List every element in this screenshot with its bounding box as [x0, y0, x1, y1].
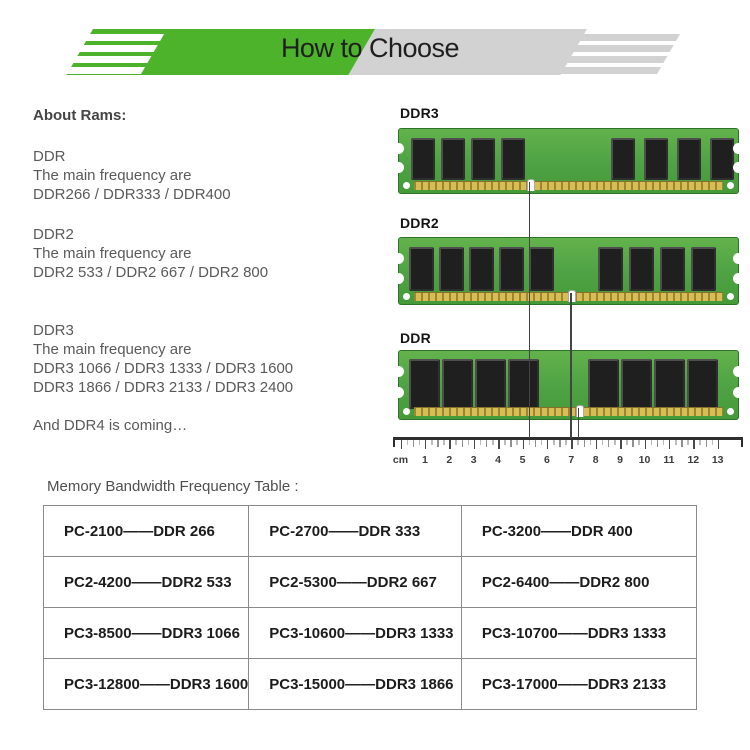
ruler-tick-minor — [699, 440, 701, 445]
mounting-hole — [727, 182, 734, 189]
banner-stripe-left — [19, 67, 145, 74]
banner-stripe-right — [551, 67, 661, 74]
mounting-hole — [403, 408, 410, 415]
ruler-number: 6 — [543, 454, 550, 466]
ruler-number: 4 — [495, 454, 502, 466]
about-section-ddr2 — [33, 225, 268, 282]
memory-chip — [409, 359, 440, 409]
banner-stripe-right — [564, 45, 674, 52]
ruler-tick-minor — [462, 440, 464, 447]
ruler-end-cap — [741, 437, 743, 447]
module-label-ddr: DDR — [400, 330, 431, 346]
memory-chip — [409, 247, 434, 291]
memory-chip — [439, 247, 464, 291]
ruler-tick-major — [547, 440, 549, 449]
memory-chip — [501, 138, 525, 180]
ruler-tick-minor — [657, 440, 659, 447]
cm-ruler — [393, 437, 743, 469]
ruler-tick-minor — [553, 440, 555, 445]
gold-contacts — [414, 181, 723, 190]
ruler-tick-minor — [492, 440, 494, 445]
section-line: DDR3 1066 / DDR3 1333 / DDR3 1600 — [33, 360, 294, 377]
memory-chip — [598, 247, 623, 291]
edge-notch — [393, 366, 404, 377]
freq-cell: PC3-17000——DDR3 2133 — [461, 659, 696, 710]
notch-pointer-line — [578, 408, 580, 438]
ruler-tick-minor — [602, 440, 604, 445]
ram-module-ddr — [398, 350, 739, 420]
ruler-tick-minor — [535, 440, 537, 447]
ruler-tick-minor — [590, 440, 592, 445]
ruler-tick-major — [620, 440, 622, 449]
edge-notch — [733, 253, 744, 264]
mounting-hole — [727, 408, 734, 415]
edge-notch — [393, 253, 404, 264]
ruler-tick-minor — [638, 440, 640, 445]
memory-chip — [475, 359, 506, 409]
edge-notch — [393, 273, 404, 284]
ruler-tick-major — [523, 440, 525, 449]
ruler-tick-minor — [510, 440, 512, 447]
table-caption: Memory Bandwidth Frequency Table : — [47, 478, 299, 495]
ruler-tick-major — [401, 440, 403, 449]
edge-notch — [733, 366, 744, 377]
ruler-tick-minor — [486, 440, 488, 447]
section-name: DDR2 — [33, 226, 74, 243]
ruler-tick-minor — [565, 440, 567, 445]
freq-cell: PC2-5300——DDR2 667 — [249, 557, 462, 608]
freq-cell: PC3-12800——DDR3 1600 — [44, 659, 249, 710]
ruler-bar — [393, 437, 743, 440]
ruler-tick-major — [498, 440, 500, 449]
ruler-number: 5 — [519, 454, 526, 466]
edge-notch — [393, 162, 404, 173]
ram-module-ddr2 — [398, 237, 739, 305]
ruler-tick-minor — [608, 440, 610, 447]
freq-cell: PC3-10700——DDR3 1333 — [461, 608, 696, 659]
memory-chip — [471, 138, 495, 180]
ruler-tick-minor — [577, 440, 579, 445]
ruler-number: 10 — [638, 454, 651, 466]
memory-chip — [654, 359, 685, 409]
edge-notch — [733, 387, 744, 398]
freq-cell: PC-3200——DDR 400 — [461, 506, 696, 557]
freq-cell: PC3-10600——DDR3 1333 — [249, 608, 462, 659]
ruler-tick-minor — [443, 440, 445, 445]
table-row — [44, 659, 697, 710]
memory-chip — [710, 138, 734, 180]
module-label-ddr2: DDR2 — [400, 215, 439, 231]
memory-chip — [529, 247, 554, 291]
banner-stripe-left — [32, 45, 158, 52]
section-line: DDR2 533 / DDR2 667 / DDR2 800 — [33, 264, 269, 281]
memory-chip — [621, 359, 652, 409]
ruler-tick-minor — [584, 440, 586, 447]
ruler-tick-minor — [480, 440, 482, 445]
freq-cell: PC3-8500——DDR3 1066 — [44, 608, 249, 659]
banner-stripe-left — [25, 56, 151, 63]
mounting-hole — [403, 293, 410, 300]
banner-stripe-right — [570, 34, 680, 41]
ram-module-ddr3 — [398, 128, 739, 194]
section-line: The main frequency are — [33, 245, 192, 262]
ruler-tick-minor — [541, 440, 543, 445]
ruler-number: 7 — [568, 454, 575, 466]
banner-stripe-right — [557, 56, 667, 63]
memory-chip — [611, 138, 635, 180]
table-row — [44, 506, 697, 557]
banner-title: How to Choose — [280, 33, 460, 63]
ruler-tick-minor — [516, 440, 518, 445]
ruler-tick-minor — [687, 440, 689, 445]
ruler-tick-minor — [626, 440, 628, 445]
ruler-tick-minor — [413, 440, 415, 447]
ruler-tick-minor — [681, 440, 683, 447]
ruler-tick-major — [425, 440, 427, 449]
memory-chip — [644, 138, 668, 180]
ruler-number: 1 — [421, 454, 428, 466]
memory-chip — [499, 247, 524, 291]
memory-chip — [677, 138, 701, 180]
memory-chip — [687, 359, 718, 409]
table-row — [44, 557, 697, 608]
ruler-tick-major — [474, 440, 476, 449]
ruler-tick-major — [645, 440, 647, 449]
memory-chip — [411, 138, 435, 180]
ruler-end-cap — [393, 437, 395, 447]
section-line: DDR3 1866 / DDR3 2133 / DDR3 2400 — [33, 379, 294, 396]
memory-chip — [629, 247, 654, 291]
notch-pointer-line — [529, 182, 531, 438]
edge-notch — [733, 162, 744, 173]
ddr4-coming-note: And DDR4 is coming… — [33, 417, 188, 434]
banner-stripe-left — [38, 34, 164, 41]
ruler-tick-minor — [675, 440, 677, 445]
ruler-tick-minor — [663, 440, 665, 445]
edge-notch — [733, 143, 744, 154]
ruler-tick-minor — [437, 440, 439, 447]
ruler-tick-minor — [529, 440, 531, 445]
ruler-number: 11 — [663, 454, 675, 466]
ruler-tick-minor — [559, 440, 561, 447]
ruler-tick-minor — [431, 440, 433, 445]
ruler-number: 2 — [446, 454, 453, 466]
memory-chip — [469, 247, 494, 291]
about-rams-heading: About Rams: — [33, 107, 127, 124]
notch-pointer-line — [570, 293, 572, 438]
module-label-ddr3: DDR3 — [400, 105, 439, 121]
ruler-tick-minor — [504, 440, 506, 445]
memory-chip — [588, 359, 619, 409]
freq-cell: PC3-15000——DDR3 1866 — [249, 659, 462, 710]
ruler-number: 9 — [617, 454, 624, 466]
ruler-tick-major — [693, 440, 695, 449]
ruler-tick-major — [571, 440, 573, 449]
freq-cell: PC-2100——DDR 266 — [44, 506, 249, 557]
ruler-tick-minor — [407, 440, 409, 445]
table-row — [44, 608, 697, 659]
edge-notch — [733, 273, 744, 284]
ruler-number: 13 — [711, 454, 724, 466]
ruler-tick-minor — [712, 440, 714, 445]
about-section-ddr3 — [33, 321, 293, 397]
ruler-unit-label: cm — [392, 454, 409, 466]
ruler-number: 8 — [592, 454, 599, 466]
section-name: DDR3 — [33, 322, 74, 339]
ruler-tick-minor — [468, 440, 470, 445]
section-line: DDR266 / DDR333 / DDR400 — [33, 186, 231, 203]
mounting-hole — [403, 182, 410, 189]
about-section-ddr — [33, 147, 231, 204]
memory-chip — [691, 247, 716, 291]
ruler-number: 3 — [470, 454, 477, 466]
freq-cell: PC2-4200——DDR2 533 — [44, 557, 249, 608]
memory-chip — [441, 138, 465, 180]
edge-notch — [393, 387, 404, 398]
ruler-tick-minor — [632, 440, 634, 447]
ruler-tick-minor — [419, 440, 421, 445]
section-line: The main frequency are — [33, 167, 192, 184]
ruler-number: 12 — [687, 454, 700, 466]
freq-cell: PC2-6400——DDR2 800 — [461, 557, 696, 608]
gold-contacts — [414, 407, 723, 416]
ruler-tick-major — [449, 440, 451, 449]
ruler-tick-major — [596, 440, 598, 449]
section-line: The main frequency are — [33, 341, 192, 358]
memory-chip — [508, 359, 539, 409]
ruler-tick-minor — [651, 440, 653, 445]
ruler-tick-minor — [614, 440, 616, 445]
ruler-tick-major — [718, 440, 720, 449]
ruler-tick-minor — [706, 440, 708, 447]
ruler-tick-major — [669, 440, 671, 449]
memory-chip — [442, 359, 473, 409]
freq-cell: PC-2700——DDR 333 — [249, 506, 462, 557]
ruler-tick-minor — [455, 440, 457, 445]
mounting-hole — [727, 293, 734, 300]
section-name: DDR — [33, 148, 66, 165]
memory-bandwidth-table — [43, 505, 697, 710]
edge-notch — [393, 143, 404, 154]
memory-chip — [660, 247, 685, 291]
